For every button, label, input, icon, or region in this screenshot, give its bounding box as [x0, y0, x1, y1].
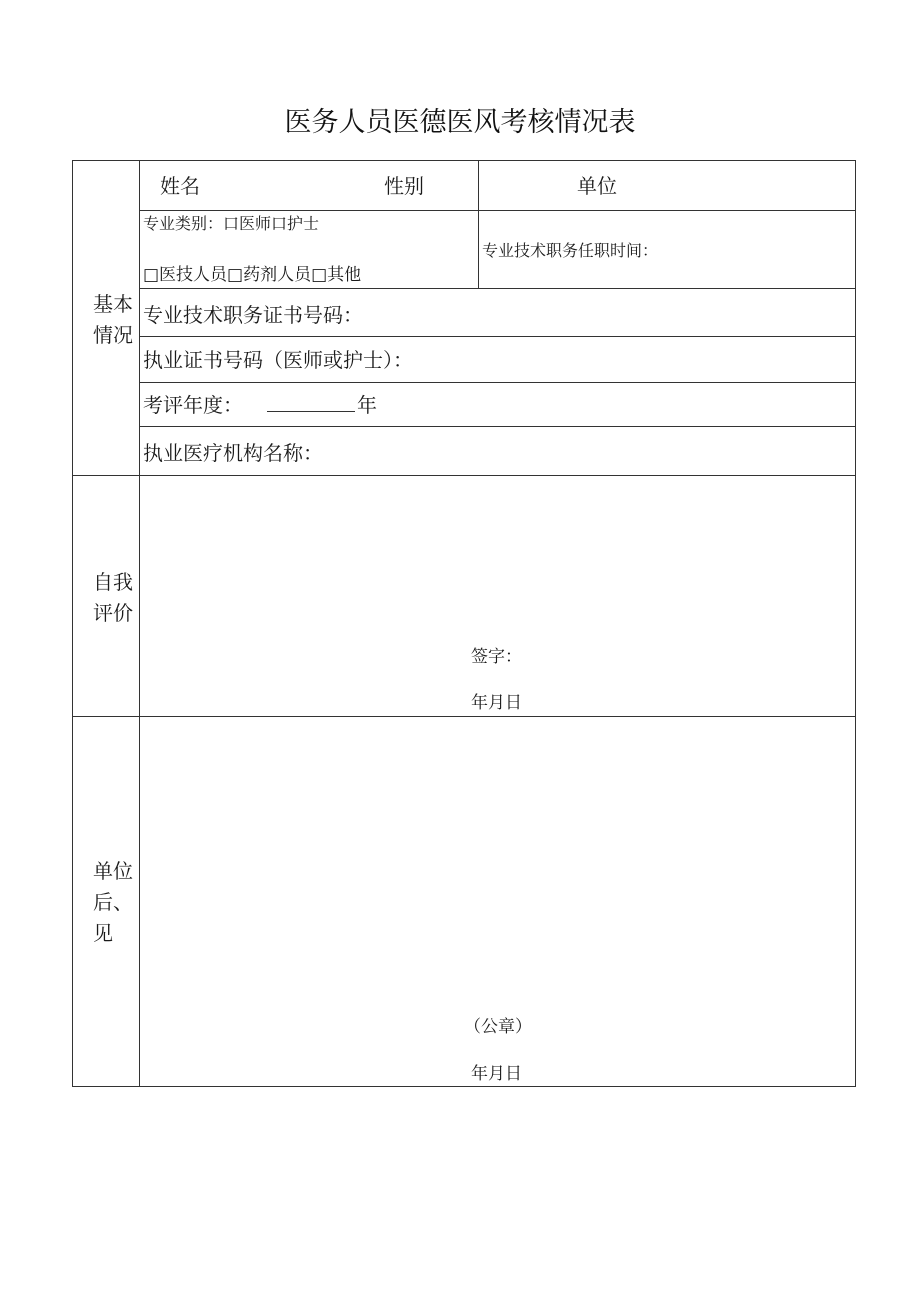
row-divider-4 — [139, 382, 856, 383]
table-border-left — [72, 160, 73, 1087]
eval-year-label: 考评年度： — [143, 393, 243, 417]
section-divider-unit-opinion — [72, 716, 856, 717]
signature-label: 签字： — [471, 647, 522, 667]
unit-column-divider — [478, 160, 479, 289]
license-number-label: 执业证书号码（医师或护士）： — [143, 348, 413, 372]
appointment-time-label: 专业技术职务任职时间： — [482, 241, 659, 260]
cert-number-label: 专业技术职务证书号码： — [143, 303, 363, 327]
unit-opinion-date-label: 年月日 — [471, 1064, 522, 1084]
eval-year-blank — [267, 410, 355, 412]
row-divider-1 — [139, 210, 856, 211]
section-divider-self-eval — [72, 475, 856, 476]
row-divider-2 — [139, 288, 856, 289]
eval-year-row — [143, 395, 377, 415]
table-border-right — [855, 160, 856, 1087]
self-eval-section-label: 自我评价 — [93, 570, 133, 625]
name-label: 姓名 — [160, 174, 200, 198]
institution-label: 执业医疗机构名称： — [143, 441, 323, 465]
table-border-bottom — [72, 1086, 856, 1087]
professional-category-line1: 专业类别：口医师口护士 — [143, 214, 320, 233]
eval-year-suffix: 年 — [357, 393, 377, 417]
official-seal-label: （公章） — [464, 1017, 532, 1037]
unit-opinion-section-label: 单位后、见 — [93, 859, 133, 945]
basic-section-label: 基本情况 — [93, 292, 133, 347]
professional-category-line2: □医技人员□药剂人员□其他 — [143, 265, 362, 285]
row-divider-3 — [139, 336, 856, 337]
form-title: 医务人员医德医风考核情况表 — [284, 107, 636, 138]
self-eval-date-label: 年月日 — [471, 693, 522, 713]
gender-label: 性别 — [384, 174, 424, 198]
table-border-top — [72, 160, 856, 161]
unit-label: 单位 — [577, 174, 617, 198]
row-divider-5 — [139, 426, 856, 427]
